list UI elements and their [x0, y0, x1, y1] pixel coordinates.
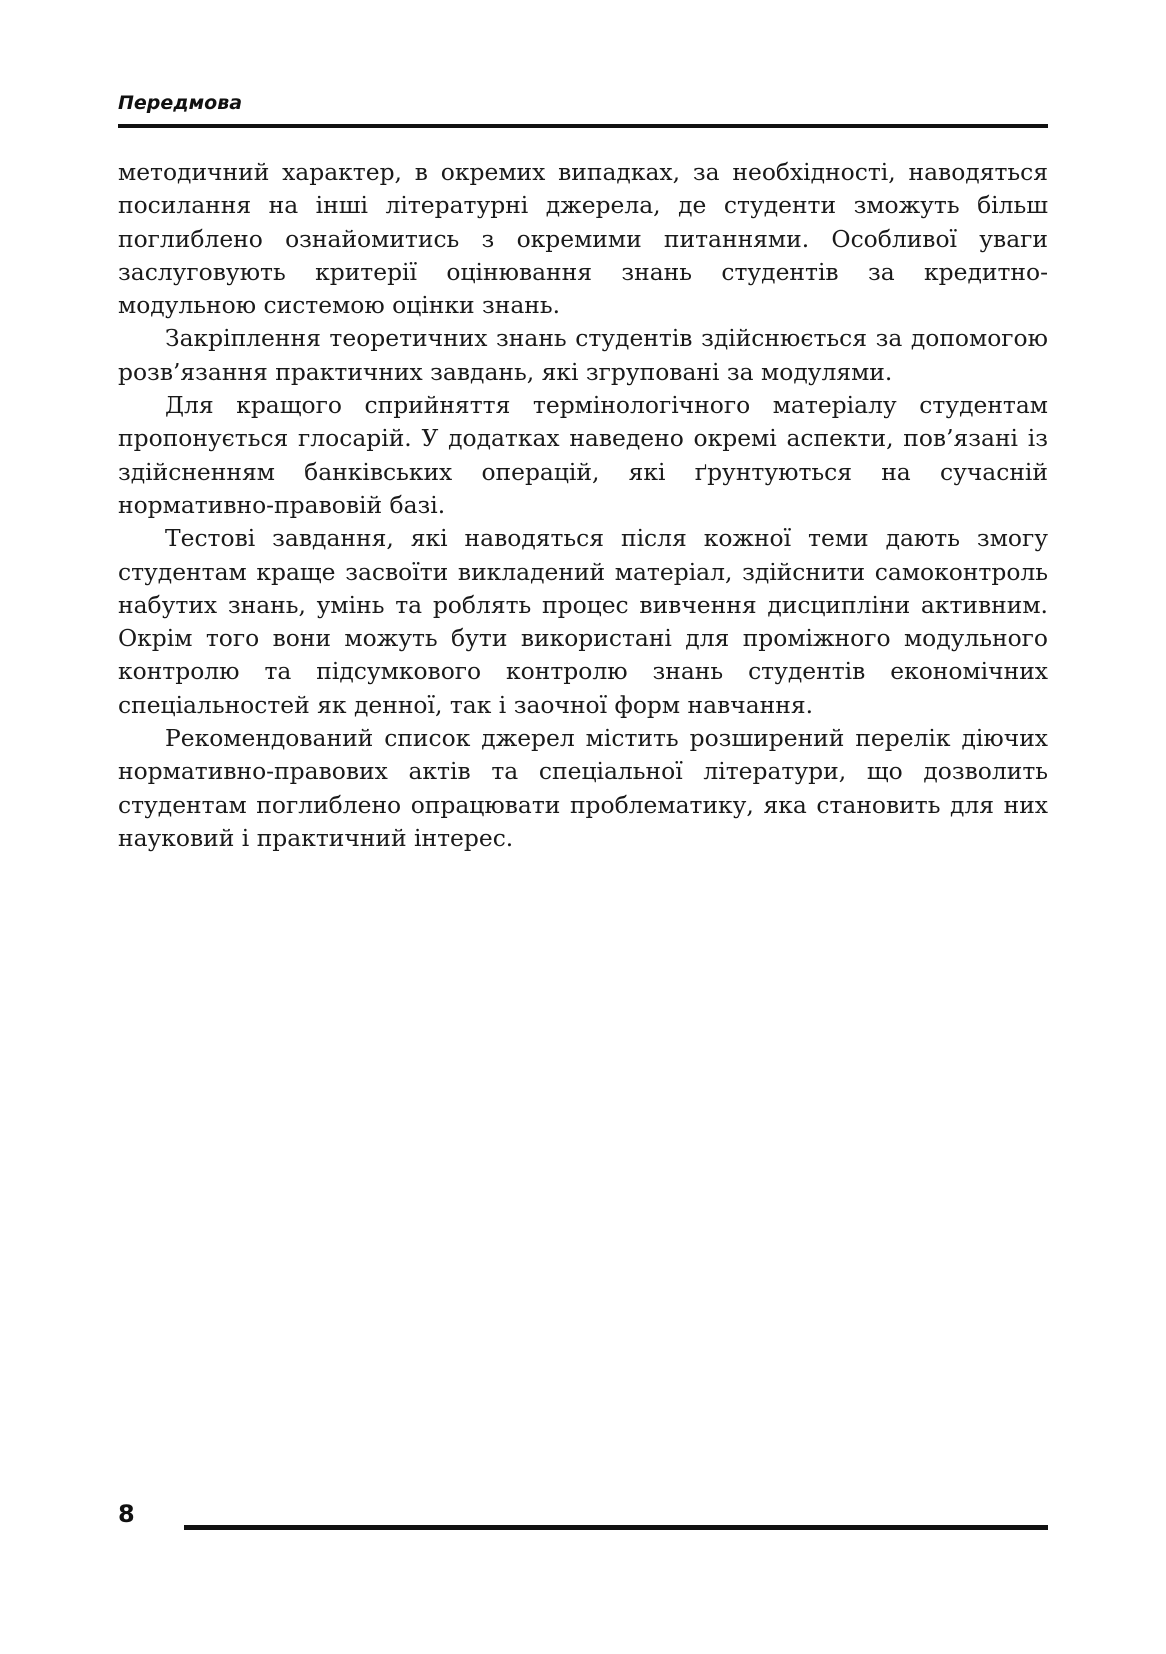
paragraph: Тестові завдання, які наводяться після кожної теми дають змогу студентам краще засвоїти викладений матеріал, здійснити самоконтроль набутих знань, умінь та роблять процес вивчення дисципліни активним. Окрім того вони можуть бути використані для проміжного модульного контролю та підсумкового контролю знань студентів економічних спеціальностей як денної, так і заочної форм навчання. [118, 524, 1048, 719]
footer-rule [184, 1525, 1048, 1530]
paragraph: Закріплення теоретичних знань студентів здійснюється за допомогою розв’язання практичних завдань, які згруповані за модулями. [118, 324, 1048, 386]
page-number: 8 [118, 1500, 135, 1528]
paragraph: Для кращого сприйняття термінологічного матеріалу студентам пропонується глосарій. У додатках наведено окремі аспекти, пов’язані із здійсненням банківських операцій, які ґрунтуються на сучасній нормативно-правовій базі. [118, 391, 1048, 519]
body-text [118, 156, 1048, 855]
running-header [118, 90, 1048, 128]
page-footer [118, 1500, 1048, 1540]
running-header-title: Передмова [118, 92, 243, 114]
paragraph: Рекомендований список джерел містить розширений перелік діючих нормативно-правових актів та спеціальної літератури, що дозволить студентам поглиблено опрацювати проблематику, яка становить для них науковий і практичний інтерес. [118, 724, 1048, 852]
paragraph-continuation: методичний характер, в окремих випадках, за необхідності, наводяться посилання на інші літературні джерела, де студенти зможуть більш поглиблено ознайомитись з окремими питаннями. Особливої уваги заслуговують критерії оцінювання знань студентів за кредитно-модульною системою оцінки знань. [118, 158, 1048, 320]
